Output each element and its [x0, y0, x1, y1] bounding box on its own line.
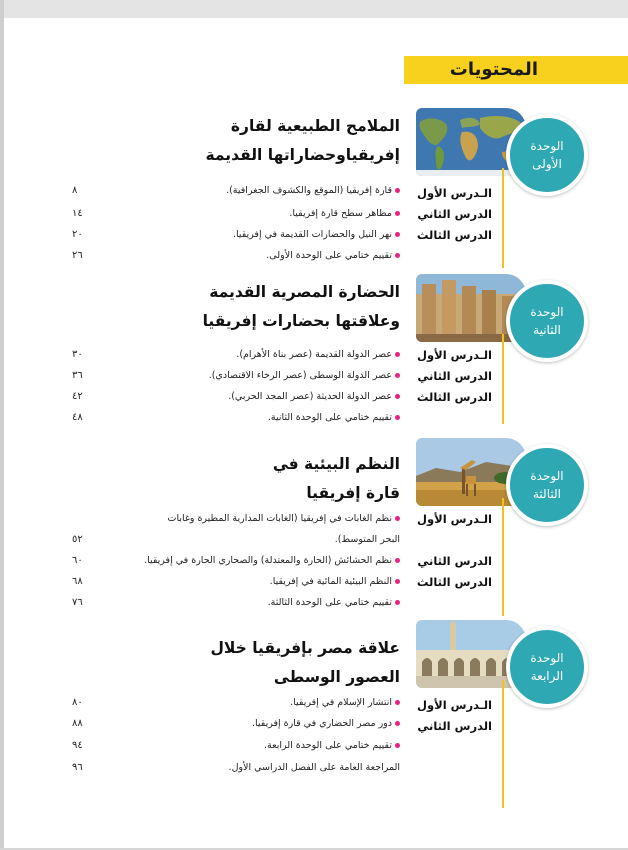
unit-4-page-1: ٨٠: [72, 697, 83, 708]
unit-4-page-4: ٩٦: [72, 762, 83, 773]
unit-2-badge: الوحدة الثانية: [506, 280, 588, 362]
unit-1-lesson-1[interactable]: الـدرس الأول: [417, 186, 492, 200]
unit-4-page-2: ٨٨: [72, 718, 83, 729]
unit-2-page-3: ٤٢: [72, 391, 83, 402]
unit-2-title: الحضارة المصرية القديمة وعلاقتها بحضارات إفريقيا: [202, 283, 400, 330]
unit-3-item-3[interactable]: النظم البيئية المائية في إفريقيا.: [270, 575, 400, 588]
unit-2-item-3[interactable]: عصر الدولة الحديثة (عصر المجد الحربي).: [228, 390, 400, 403]
unit-2-item-4[interactable]: تقييم ختامي على الوحدة الثانية.: [268, 411, 400, 424]
unit-2-timeline: [502, 334, 504, 424]
unit-4-lesson-1[interactable]: الـدرس الأول: [417, 698, 492, 712]
unit-1-item-1[interactable]: قارة إفريقيا (الموقع والكشوف الجغرافية).: [226, 184, 400, 197]
unit-4-item-3[interactable]: تقييم ختامي على الوحدة الرابعة.: [264, 739, 400, 752]
unit-1-page-1: ٨: [72, 185, 78, 196]
unit-3-lesson-3[interactable]: الدرس الثالث: [416, 575, 492, 589]
unit-2-page-4: ٤٨: [72, 412, 83, 423]
unit-4-title: علاقة مصر بإفريقيا خلال العصور الوسطى: [210, 639, 400, 686]
unit-4-timeline: [502, 680, 504, 808]
unit-1-page-4: ٢٦: [72, 250, 83, 261]
page-frame-left: [0, 0, 4, 850]
unit-4-page-3: ٩٤: [72, 740, 83, 751]
unit-1-item-3[interactable]: نهر النيل والحضارات القديمة في إفريقيا.: [233, 228, 400, 241]
unit-4-item-1[interactable]: انتشار الإسلام في إفريقيا.: [290, 696, 400, 709]
unit-3-title: النظم البيئية في قارة إفريقيا: [272, 455, 400, 502]
unit-3-page-2: ٦٠: [72, 555, 83, 566]
unit-1-item-2[interactable]: مظاهر سطح قارة إفريقيا.: [289, 207, 400, 220]
page-title: المحتويات: [449, 59, 538, 80]
unit-2-lesson-3[interactable]: الدرس الثالث: [416, 390, 492, 404]
unit-2-lesson-2[interactable]: الدرس الثاني: [417, 369, 492, 383]
unit-1-lesson-2[interactable]: الدرس الثاني: [417, 207, 492, 221]
unit-4-lesson-2[interactable]: الدرس الثاني: [417, 719, 492, 733]
unit-3-lesson-1[interactable]: الـدرس الأول: [417, 512, 492, 526]
unit-3-page-4: ٧٦: [72, 597, 83, 608]
unit-1-page-2: ١٤: [72, 208, 83, 219]
unit-3-badge: الوحدة الثالثة: [506, 444, 588, 526]
unit-1-timeline: [502, 168, 504, 268]
unit-1-badge: الوحدة الأولى: [506, 114, 588, 196]
unit-1-title: الملامح الطبيعية لقارة إفريقياوحضاراتها القديمة: [205, 117, 400, 164]
unit-2-item-2[interactable]: عصر الدولة الوسطى (عصر الرخاء الاقتصادي).: [209, 369, 400, 382]
page-frame-top: [0, 0, 628, 18]
contents-title-bar: [404, 56, 628, 84]
unit-3-item-1[interactable]: نظم الغابات في إفريقيا (الغابات المدارية المطيرة وغابات: [168, 512, 401, 525]
unit-3-item-2[interactable]: نظم الحشائش (الحارة والمعتدلة) والصحاري الحارة في إفريقيا.: [144, 554, 400, 567]
unit-3-timeline: [502, 498, 504, 616]
unit-3-lesson-2[interactable]: الدرس الثاني: [417, 554, 492, 568]
unit-3-page-1: ٥٢: [72, 534, 83, 545]
unit-2-page-1: ٣٠: [72, 349, 83, 360]
unit-2-item-1[interactable]: عصر الدولة القديمة (عصر بناة الأهرام).: [236, 348, 400, 361]
unit-4-item-4[interactable]: المراجعة العامة على الفصل الدراسي الأول.: [228, 762, 400, 773]
unit-3-item-1-continued[interactable]: البحر المتوسط).: [334, 534, 400, 545]
unit-2-lesson-1[interactable]: الـدرس الأول: [417, 348, 492, 362]
unit-2-page-2: ٣٦: [72, 370, 83, 381]
unit-3-page-3: ٦٨: [72, 576, 83, 587]
unit-3-item-4[interactable]: تقييم ختامي على الوحدة الثالثة.: [268, 596, 400, 609]
unit-4-item-2[interactable]: دور مصر الحضاري في قارة إفريقيا.: [252, 717, 400, 730]
unit-1-lesson-3[interactable]: الدرس الثالث: [416, 228, 492, 242]
unit-1-page-3: ٢٠: [72, 229, 83, 240]
unit-1-item-4[interactable]: تقييم ختامي على الوحدة الأولى.: [266, 249, 400, 262]
unit-4-badge: الوحدة الرابعة: [506, 626, 588, 708]
